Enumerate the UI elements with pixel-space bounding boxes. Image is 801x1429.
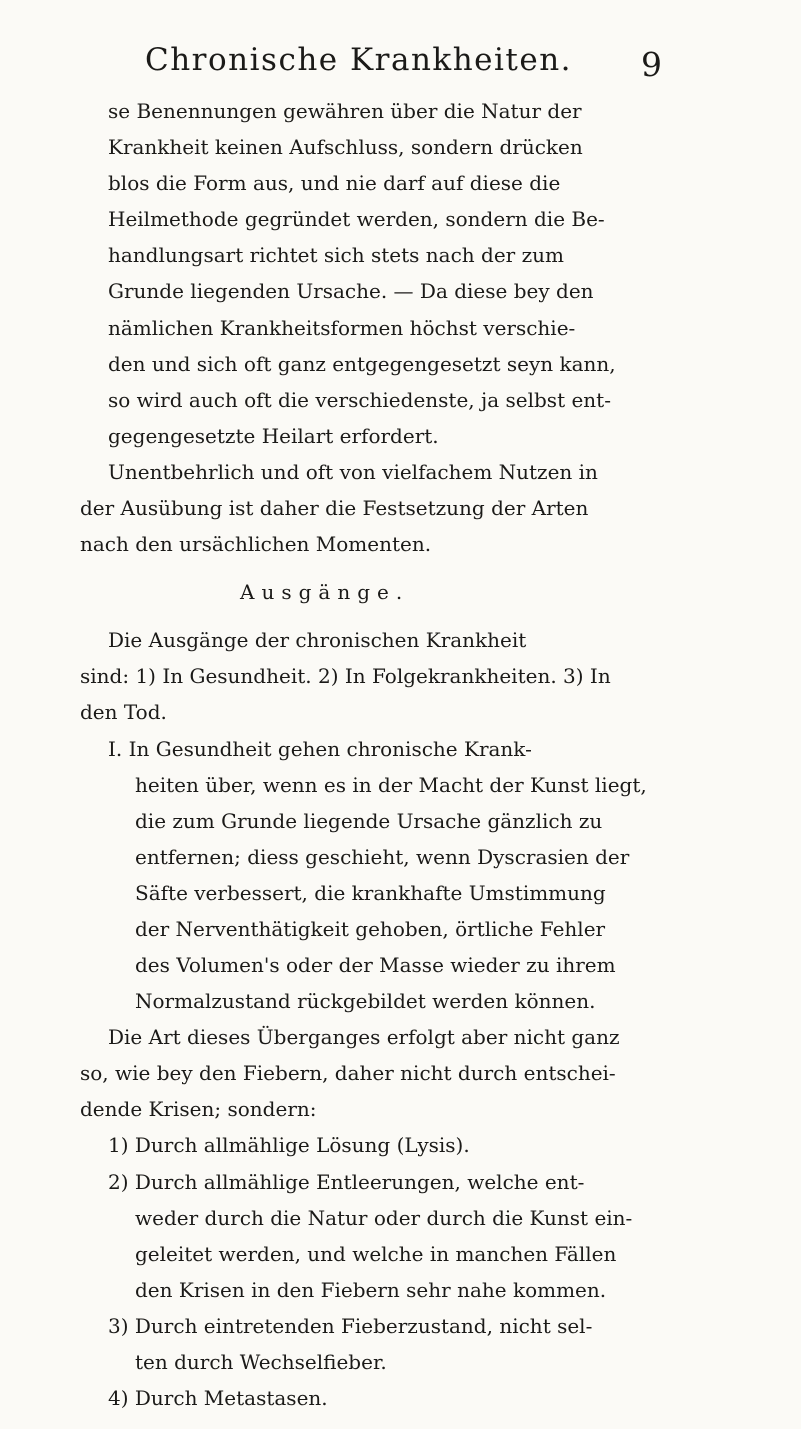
text-line: Normalzustand rückgebildet werden können. [135,989,596,1014]
text-line: nach den ursächlichen Momenten. [80,532,432,556]
text-line: die zum Grunde liegende Ursache gänzlich zu [135,808,603,833]
text-line: sind: 1) In Gesundheit. 2) In Folgekrankheiten. 3) In [80,664,611,689]
text-line: gegengesetzte Heilart erfordert. [108,423,439,448]
text-line: so wird auch oft die verschiedenste, ja selbst ent- [108,387,611,412]
list-item: 1) Durch allmählige Lösung (Lysis). [108,1133,470,1158]
text-line: handlungsart richtet sich stets nach der zum [108,243,564,268]
text-line: der Ausübung ist daher die Festsetzung der Arten [80,495,589,520]
text-line: Krankheit keinen Aufschluss, sondern drücken [108,135,583,160]
list-item: 3) Durch eintretenden Fieberzustand, nicht sel- [108,1313,593,1338]
list-item: weder durch die Natur oder durch die Kunst ein- [135,1205,633,1230]
list-item: den Krisen in den Fiebern sehr nahe kommen. [135,1277,607,1302]
text-line: des Volumen's oder der Masse wieder zu ihrem [135,953,616,977]
text-line: den Tod. [80,700,167,725]
text-line: den und sich oft ganz entgegengesetzt seyn kann, [108,351,616,376]
text-line: blos die Form aus, und nie darf auf diese die [108,171,561,196]
text-line: entfernen; diess geschieht, wenn Dyscrasien der [135,844,630,869]
text-line: so, wie bey den Fiebern, daher nicht durch entschei- [80,1061,616,1086]
text-line: dende Krisen; sondern: [80,1097,317,1122]
list-item: ten durch Wechselfieber. [135,1349,387,1374]
list-item: 2) Durch allmählige Entleerungen, welche ent- [108,1169,585,1194]
text-line: I. In Gesundheit gehen chronische Krank- [108,736,532,761]
page-number: 9 [641,45,662,84]
text-line: Die Art dieses Überganges erfolgt aber nicht ganz [108,1025,620,1050]
text-line: heiten über, wenn es in der Macht der Kunst liegt, [135,772,647,797]
running-header: Chronische Krankheiten. [145,42,573,78]
list-item: 4) Durch Metastasen. [108,1386,328,1410]
section-heading: Ausgänge. [240,580,410,605]
text-line: nämlichen Krankheitsformen höchst verschie- [108,315,576,340]
list-item: geleitet werden, und welche in manchen Fällen [135,1241,617,1266]
text-line: Unentbehrlich und oft von vielfachem Nutzen in [108,459,598,484]
text-line: Heilmethode gegründet werden, sondern die Be- [108,207,605,232]
text-line: Die Ausgänge der chronischen Krankheit [108,628,527,653]
text-line: der Nerventhätigkeit gehoben, örtliche Fehler [135,916,606,941]
text-line: se Benennungen gewähren über die Natur der [108,99,582,123]
text-line: Säfte verbessert, die krankhafte Umstimmung [135,880,606,905]
text-line: Grunde liegenden Ursache. — Da diese bey den [108,279,594,304]
